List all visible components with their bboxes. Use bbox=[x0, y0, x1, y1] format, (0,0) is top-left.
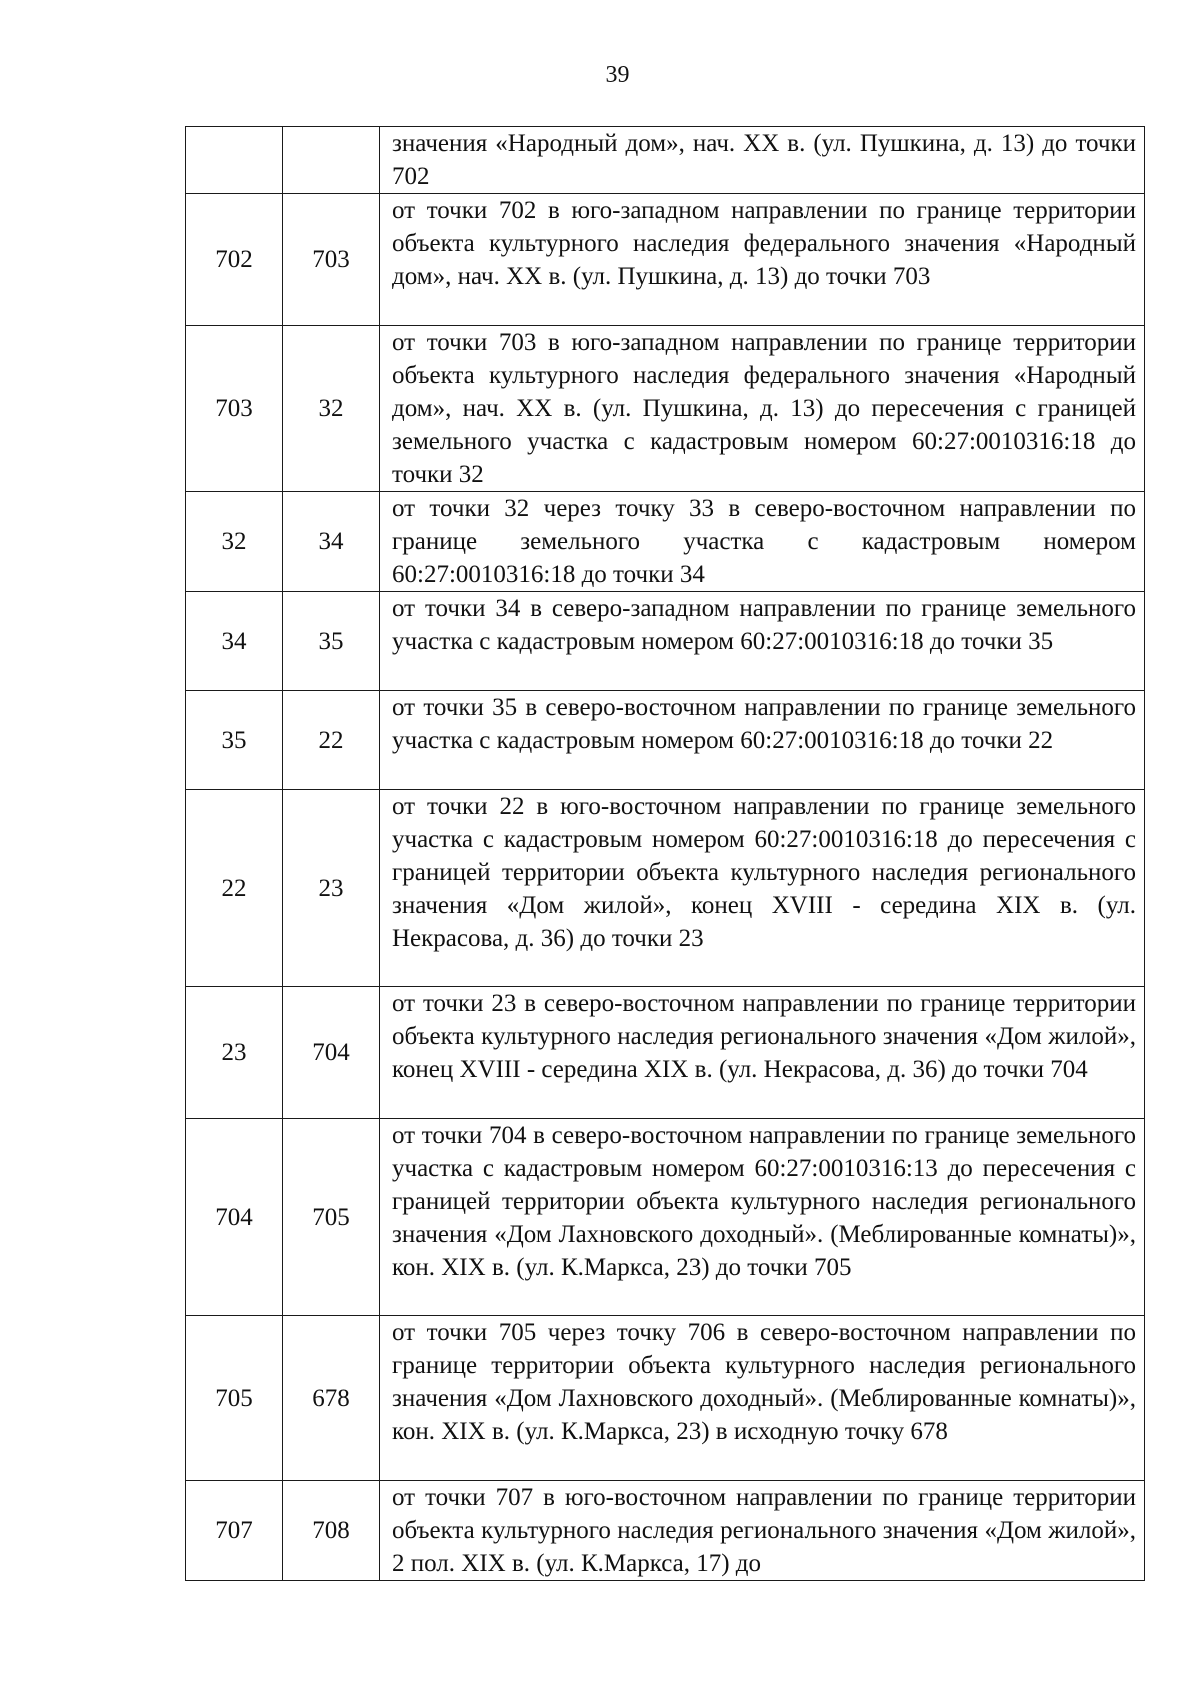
table-row bbox=[186, 127, 1145, 194]
from-point-cell: 34 bbox=[186, 592, 283, 691]
table-row bbox=[186, 1316, 1145, 1481]
description-text: от точки 703 в юго-западном направлении по границе территории объекта культурного наследия федерального значения «Народный дом», нач. XX в. (ул. Пушкина, д. 13) до пересечения с границей земельного участка с кадастровым номером 60:27:0010316:18 до точки 32 bbox=[392, 329, 1136, 488]
description-cell bbox=[380, 326, 1145, 492]
description-text: от точки 22 в юго-восточном направлении по границе земельного участка с кадастровым номером 60:27:0010316:18 до пересечения с границей территории объекта культурного наследия регионального значения «Дом жилой», конец XVIII - середина XIX в. (ул. Некрасова, д. 36) до точки 23 bbox=[392, 793, 1136, 952]
from-point-cell: 22 bbox=[186, 790, 283, 987]
to-point-cell: 704 bbox=[283, 987, 380, 1119]
to-point-cell: 705 bbox=[283, 1119, 380, 1316]
from-point-cell: 35 bbox=[186, 691, 283, 790]
description-text: от точки 34 в северо-западном направлении по границе земельного участка с кадастровым номером 60:27:0010316:18 до точки 35 bbox=[392, 595, 1136, 655]
to-point-cell: 23 bbox=[283, 790, 380, 987]
description-cell bbox=[380, 194, 1145, 326]
to-point-cell: 22 bbox=[283, 691, 380, 790]
description-cell bbox=[380, 1119, 1145, 1316]
to-point-cell: 678 bbox=[283, 1316, 380, 1481]
to-point-cell: 32 bbox=[283, 326, 380, 492]
description-text: значения «Народный дом», нач. XX в. (ул. Пушкина, д. 13) до точки 702 bbox=[392, 130, 1136, 190]
description-text: от точки 705 через точку 706 в северо-восточном направлении по границе территории объекта культурного наследия регионального значения «Дом Лахновского доходный». (Меблированные комнаты)», кон. XIX в. (ул. К.Маркса, 23) в исходную точку 678 bbox=[392, 1319, 1136, 1445]
description-text: от точки 35 в северо-восточном направлении по границе земельного участка с кадастровым номером 60:27:0010316:18 до точки 22 bbox=[392, 694, 1136, 754]
description-cell bbox=[380, 790, 1145, 987]
description-cell bbox=[380, 1481, 1145, 1581]
table-row bbox=[186, 1481, 1145, 1581]
boundary-description-table bbox=[185, 126, 1145, 1581]
table-row bbox=[186, 326, 1145, 492]
description-text: от точки 704 в северо-восточном направлении по границе земельного участка с кадастровым номером 60:27:0010316:13 до пересечения с границей территории объекта культурного наследия регионального значения «Дом Лахновского доходный». (Меблированные комнаты)», кон. XIX в. (ул. К.Маркса, 23) до точки 705 bbox=[392, 1122, 1136, 1281]
table-row bbox=[186, 592, 1145, 691]
to-point-cell bbox=[283, 127, 380, 194]
to-point-cell: 708 bbox=[283, 1481, 380, 1581]
to-point-cell: 35 bbox=[283, 592, 380, 691]
table-row bbox=[186, 1119, 1145, 1316]
description-text: от точки 32 через точку 33 в северо-восточном направлении по границе земельного участка с кадастровым номером 60:27:0010316:18 до точки 34 bbox=[392, 495, 1136, 588]
page-number: 39 bbox=[605, 62, 630, 88]
to-point-cell: 703 bbox=[283, 194, 380, 326]
from-point-cell: 705 bbox=[186, 1316, 283, 1481]
from-point-cell: 707 bbox=[186, 1481, 283, 1581]
description-text: от точки 702 в юго-западном направлении по границе территории объекта культурного наследия федерального значения «Народный дом», нач. XX в. (ул. Пушкина, д. 13) до точки 703 bbox=[392, 197, 1136, 290]
from-point-cell: 703 bbox=[186, 326, 283, 492]
from-point-cell: 704 bbox=[186, 1119, 283, 1316]
description-cell bbox=[380, 691, 1145, 790]
from-point-cell bbox=[186, 127, 283, 194]
table-row bbox=[186, 987, 1145, 1119]
from-point-cell: 702 bbox=[186, 194, 283, 326]
table-row bbox=[186, 194, 1145, 326]
description-cell bbox=[380, 492, 1145, 592]
description-cell bbox=[380, 987, 1145, 1119]
from-point-cell: 23 bbox=[186, 987, 283, 1119]
description-text: от точки 707 в юго-восточном направлении по границе территории объекта культурного наследия регионального значения «Дом жилой», 2 пол. XIX в. (ул. К.Маркса, 17) до bbox=[392, 1484, 1136, 1577]
description-cell bbox=[380, 127, 1145, 194]
description-cell bbox=[380, 1316, 1145, 1481]
description-text: от точки 23 в северо-восточном направлении по границе территории объекта культурного наследия регионального значения «Дом жилой», конец XVIII - середина XIX в. (ул. Некрасова, д. 36) до точки 704 bbox=[392, 990, 1136, 1083]
to-point-cell: 34 bbox=[283, 492, 380, 592]
from-point-cell: 32 bbox=[186, 492, 283, 592]
table-row bbox=[186, 691, 1145, 790]
table-row bbox=[186, 492, 1145, 592]
description-cell bbox=[380, 592, 1145, 691]
table-row bbox=[186, 790, 1145, 987]
